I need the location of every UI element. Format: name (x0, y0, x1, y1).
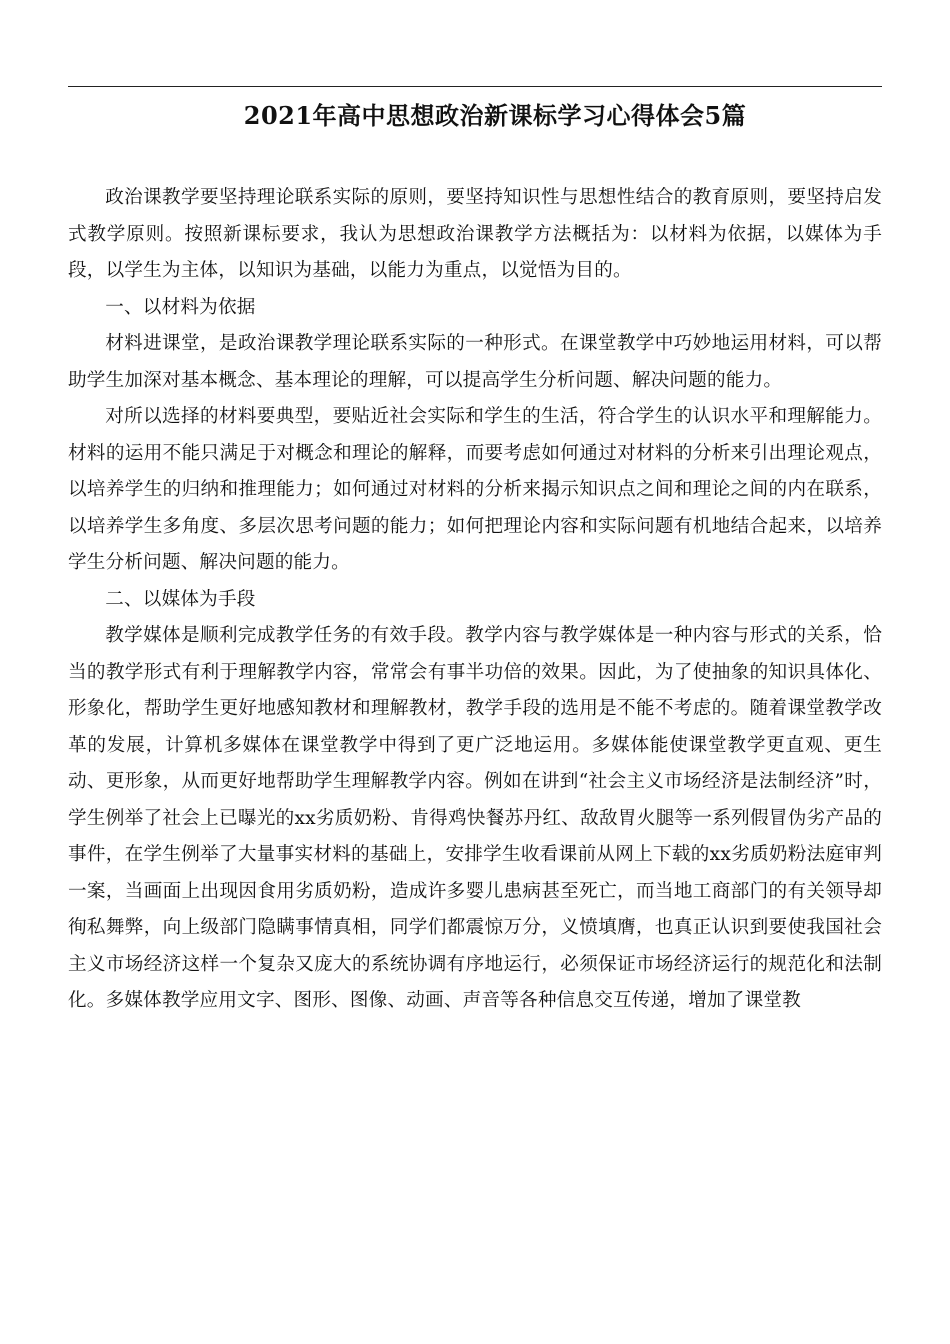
paragraph-materials-2: 对所以选择的材料要典型，要贴近社会实际和学生的生活，符合学生的认识水平和理解能力。材料的运用不能只满足于对概念和理论的解释，而要考虑如何通过对材料的分析来引出理论观点，以培养学生的归纳和推理能力；如何通过对材料的分析来揭示知识点之间和理论之间的内在联系，以培养学生多角度、多层次思考问题的能力；如何把理论内容和实际问题有机地结合起来，以培养学生分析问题、解决问题的能力。 (68, 406, 882, 573)
paragraph-materials-1: 材料进课堂，是政治课教学理论联系实际的一种形式。在课堂教学中巧妙地运用材料，可以帮助学生加深对基本概念、基本理论的理解，可以提高学生分析问题、解决问题的能力。 (68, 333, 882, 391)
header-rule (68, 86, 882, 87)
paragraph-intro: 政治课教学要坚持理论联系实际的原则，要坚持知识性与思想性结合的教育原则，要坚持启发式教学原则。按照新课标要求，我认为思想政治课教学方法概括为：以材料为依据，以媒体为手段，以学生为主体，以知识为基础，以能力为重点，以觉悟为目的。 (68, 187, 882, 281)
section-heading-1: 一、以材料为依据 (105, 296, 256, 318)
document-title: 2021年高中思想政治新课标学习心得体会5篇 (243, 101, 747, 130)
document-body (68, 180, 882, 1020)
section-heading-2: 二、以媒体为手段 (105, 588, 256, 610)
paragraph-media: 教学媒体是顺利完成教学任务的有效手段。教学内容与教学媒体是一种内容与形式的关系，恰当的教学形式有利于理解教学内容，常常会有事半功倍的效果。因此，为了使抽象的知识具体化、形象化，帮助学生更好地感知教材和理解教材，教学手段的选用是不能不考虑的。随着课堂教学改革的发展，计算机多媒体在课堂教学中得到了更广泛地运用。多媒体能使课堂教学更直观、更生动、更形象，从而更好地帮助学生理解教学内容。例如在讲到“社会主义市场经济是法制经济”时，学生例举了社会上已曝光的xx劣质奶粉、肯得鸡快餐苏丹红、敌敌胃火腿等一系列假冒伪劣产品的事件，在学生例举了大量事实材料的基础上，安排学生收看课前从网上下载的xx劣质奶粉法庭审判一案，当画面上出现因食用劣质奶粉，造成许多婴儿患病甚至死亡，而当地工商部门的有关领导却徇私舞弊，向上级部门隐瞒事情真相，同学们都震惊万分，义愤填膺，也真正认识到要使我国社会主义市场经济这样一个复杂又庞大的系统协调有序地运行，必须保证市场经济运行的规范化和法制化。多媒体教学应用文字、图形、图像、动画、声音等各种信息交互传递，增加了课堂教 (68, 625, 882, 1011)
